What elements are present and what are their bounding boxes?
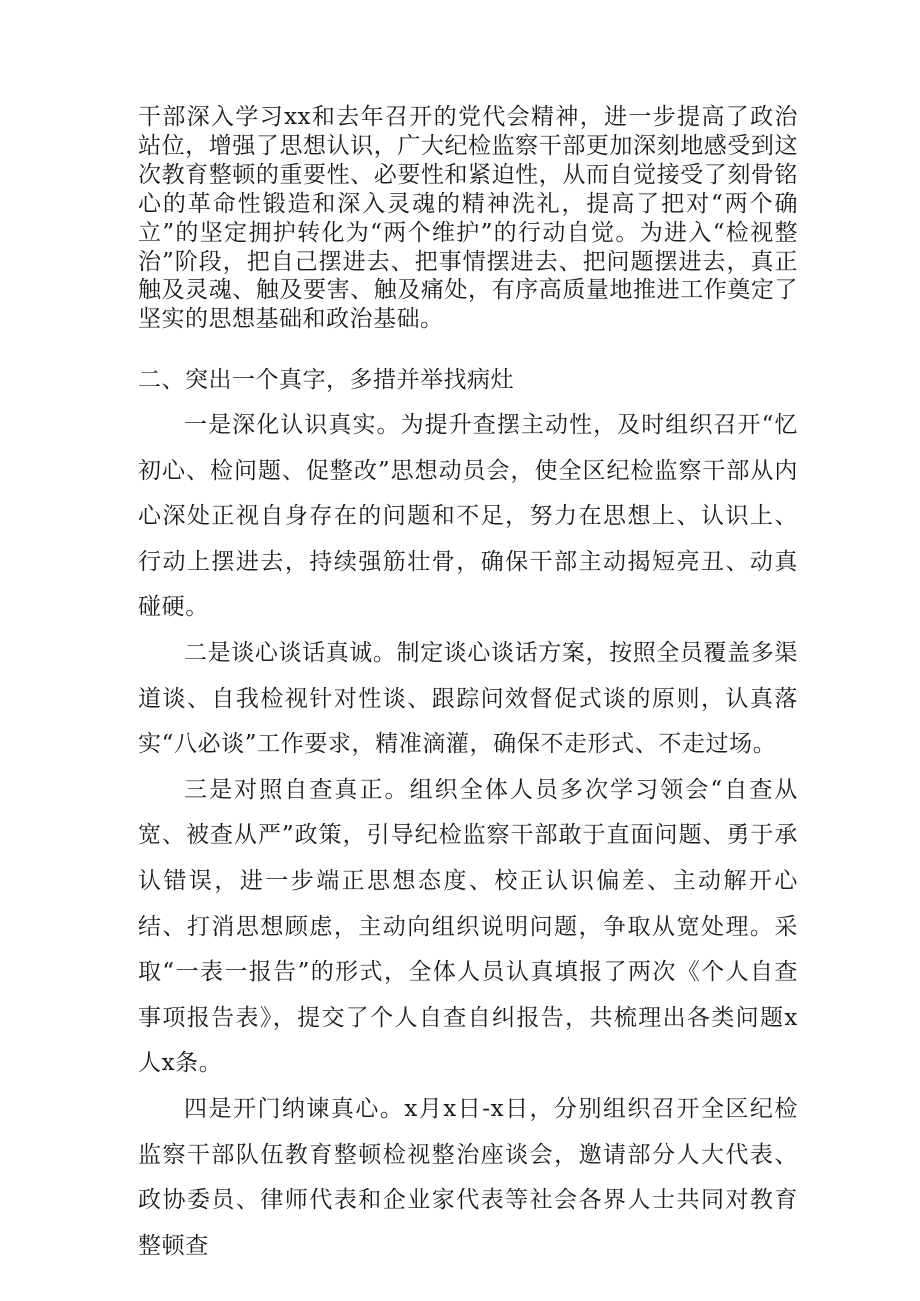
paragraph-2: 二是谈心谈话真诚。制定谈心谈话方案，按照全员覆盖多渠道谈、自我检视针对性谈、跟踪问效督促式谈的原则，认真落实“八必谈”工作要求，精准滴灌，确保不走形式、不走过场。 (138, 639, 798, 758)
paragraph-4: 四是开门纳谏真心。x月x日-x日，分别组织召开全区纪检监察干部队伍教育整顿检视整治座谈会，邀请部分人大代表、政协委员、律师代表和企业家代表等社会各界人士共同对教育整顿查 (138, 1095, 798, 1259)
paragraph-1: 一是深化认识真实。为提升查摆主动性，及时组织召开“忆初心、检问题、促整改”思想动员会，使全区纪检监察干部从内心深处正视自身存在的问题和不足，努力在思想上、认识上、行动上摆进去，持续强筋壮骨，确保干部主动揭短亮丑、动真碰硬。 (138, 412, 798, 621)
body-text (138, 403, 798, 1269)
section-heading: 二、突出一个真字，多措并举找病灶 (138, 367, 514, 393)
top-paragraph: 干部深入学习xx和去年召开的党代会精神，进一步提高了政治站位，增强了思想认识，广大纪检监察干部更加深刻地感受到这次教育整顿的重要性、必要性和紧迫性，从而自觉接受了刻骨铭心的革命性锻造和深入灵魂的精神洗礼，提高了把对“两个确立”的坚定拥护转化为“两个维护”的行动自觉。为进入“检视整治”阶段，把自己摆进去、把事情摆进去、把问题摆进去，真正触及灵魂、触及要害、触及痛处，有序高质量地推进工作奠定了坚实的思想基础和政治基础。 (138, 104, 798, 333)
paragraph-3: 三是对照自查真正。组织全体人员多次学习领会“自查从宽、被查从严”政策，引导纪检监察干部敢于直面问题、勇于承认错误，进一步端正思想态度、校正认识偏差、主动解开心结、打消思想顾虑，主动向组织说明问题，争取从宽处理。采取“一表一报告”的形式，全体人员认真填报了两次《个人自查事项报告表》，提交了个人自查自纠报告，共梳理出各类问题x人x条。 (138, 776, 798, 1077)
